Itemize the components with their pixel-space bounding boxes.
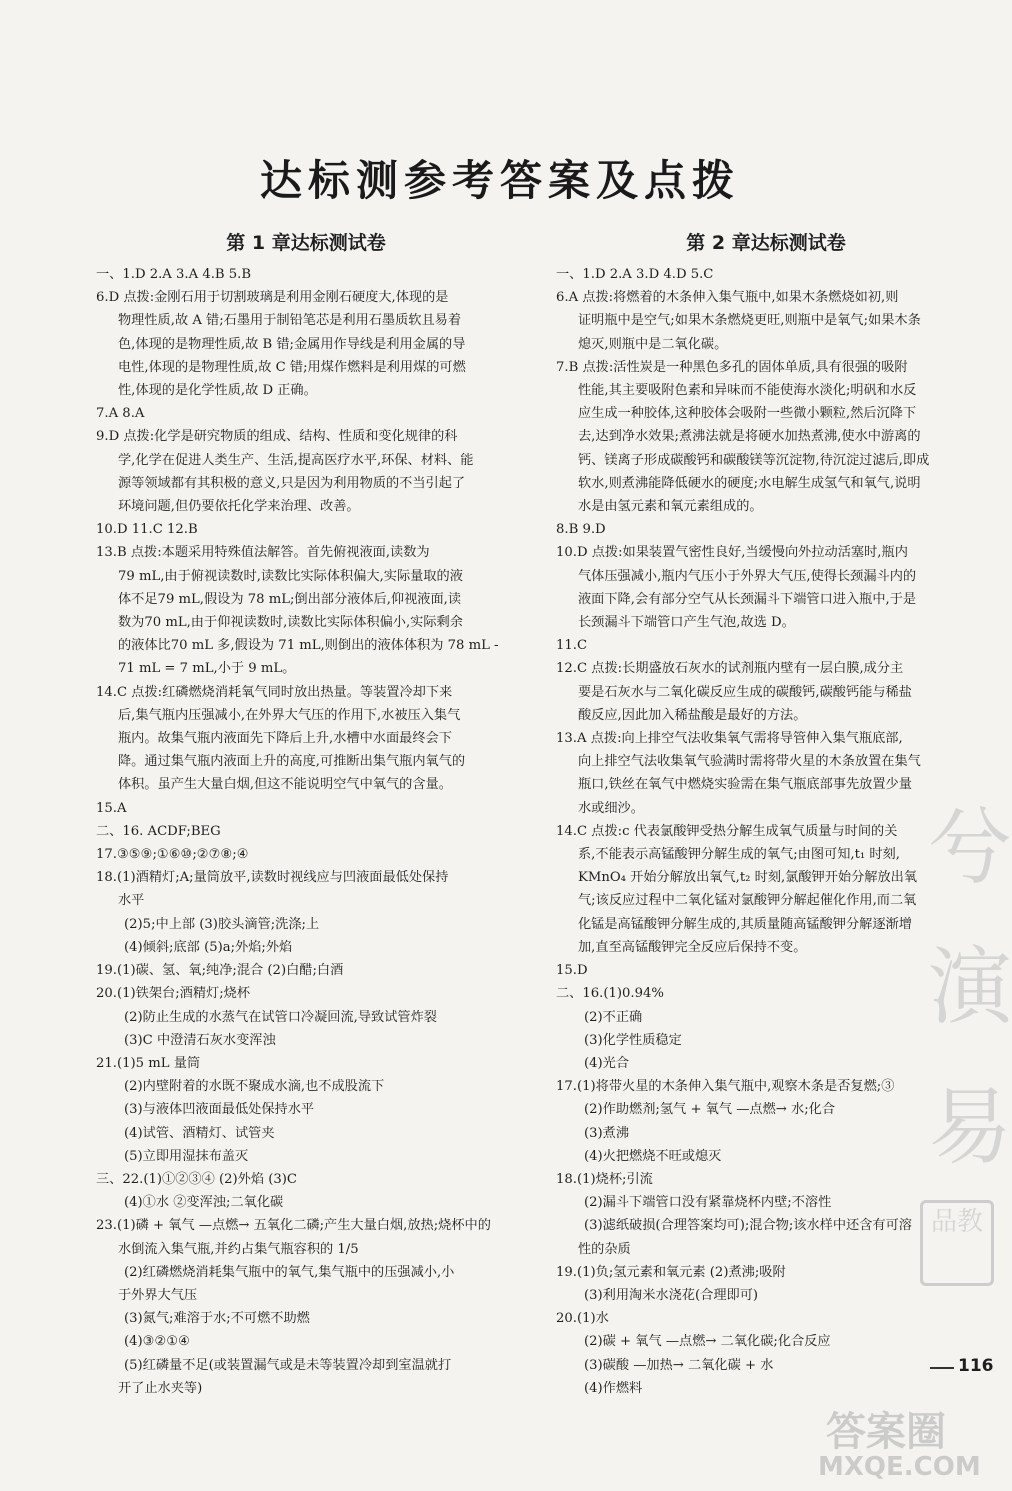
watermark-char-1: 兮 bbox=[928, 798, 1012, 896]
answer-line: 二、16. ACDF;BEG bbox=[96, 823, 221, 839]
answer-line: 性的杂质 bbox=[578, 1241, 631, 1257]
answer-line: 7.A 8.A bbox=[96, 406, 145, 422]
answer-line: 软水,则煮沸能降低硬水的硬度;水电解生成氢气和氧气,说明 bbox=[578, 475, 921, 491]
answer-line: 21.(1)5 mL 量筒 bbox=[96, 1055, 201, 1071]
answer-line: 要是石灰水与二氧化碳反应生成的碳酸钙,碳酸钙能与稀盐 bbox=[578, 684, 912, 700]
answer-line: 物理性质,故 A 错;石墨用于制铅笔芯是利用石墨质软且易着 bbox=[118, 313, 462, 329]
answer-line: 水是由氢元素和氧元素组成的。 bbox=[578, 499, 763, 515]
answer-line: 20.(1)铁架台;酒精灯;烧杯 bbox=[96, 986, 251, 1002]
answer-line: 加,直至高锰酸钾完全反应后保持不变。 bbox=[578, 939, 807, 955]
answer-line: 瓶口,铁丝在氧气中燃烧实验需在集气瓶底部事先放置少量 bbox=[578, 777, 912, 793]
answer-line: (2)碳 + 氧气 —点燃→ 二氧化碳;化合反应 bbox=[584, 1334, 831, 1350]
answer-line: 水平 bbox=[118, 893, 145, 909]
chapter-2-lines bbox=[556, 263, 976, 1400]
answer-line: (2)内壁附着的水既不聚成水滴,也不成股流下 bbox=[124, 1079, 385, 1095]
page-number: 116 bbox=[958, 1356, 994, 1376]
chapter-1-heading: 第 1 章达标测试卷 bbox=[226, 232, 386, 254]
answer-line: 11.C bbox=[556, 638, 588, 654]
answer-line: 9.D 点拨:化学是研究物质的组成、结构、性质和变化规律的科 bbox=[96, 429, 458, 445]
answer-line: 19.(1)碳、氢、氧;纯净;混合 (2)白醋;白酒 bbox=[96, 963, 344, 979]
watermark-seal-text: 品教 bbox=[930, 1207, 983, 1237]
answer-line: 化锰是高锰酸钾分解生成的,其质量随高锰酸钾分解逐渐增 bbox=[578, 916, 912, 932]
answer-line: 源等领域都有其积极的意义,只是因为利用物质的不当引起了 bbox=[118, 475, 466, 491]
watermark-char-2: 演 bbox=[928, 938, 1012, 1036]
answer-line: (4)①水 ②变浑浊;二氧化碳 bbox=[124, 1195, 284, 1211]
answer-line: (2)作助燃剂;氢气 + 氧气 —点燃→ 水;化合 bbox=[584, 1102, 836, 1118]
answer-line: (3)氮气;难溶于水;不可燃不助燃 bbox=[124, 1311, 310, 1327]
answer-line: 体积。虽产生大量白烟,但这不能说明空气中氧气的含量。 bbox=[118, 777, 452, 793]
chapter-2-heading: 第 2 章达标测试卷 bbox=[686, 232, 846, 254]
answer-line: 液面下降,会有部分空气从长颈漏斗下端管口进入瓶中,于是 bbox=[578, 591, 917, 607]
answer-line: (3)利用淘米水浇花(合理即可) bbox=[584, 1287, 759, 1303]
answer-line: 10.D 点拨:如果装置气密性良好,当缓慢向外拉动活塞时,瓶内 bbox=[556, 545, 908, 561]
watermark-logo: 答案圈 bbox=[826, 1409, 946, 1455]
answer-line: (3)C 中澄清石灰水变浑浊 bbox=[124, 1032, 276, 1048]
answer-line: 性,体现的是化学性质,故 D 正确。 bbox=[118, 383, 317, 399]
watermark-seal bbox=[920, 1200, 994, 1286]
answer-line: 色,体现的是物理性质,故 B 错;金属用作导线是利用金属的导 bbox=[118, 336, 466, 352]
answer-line: (2)不正确 bbox=[584, 1009, 643, 1025]
answer-line: 18.(1)烧杯;引流 bbox=[556, 1171, 653, 1187]
answer-line: (4)火把燃烧不旺或熄灭 bbox=[584, 1148, 722, 1164]
answer-line: 后,集气瓶内压强减小,在外界大气压的作用下,水被压入集气 bbox=[118, 707, 461, 723]
answer-line: 数为70 mL,由于仰视读数时,读数比实际体积偏小,实际剩余 bbox=[118, 615, 463, 631]
answer-line: 环境问题,但仍要依托化学来治理、改善。 bbox=[118, 499, 360, 515]
answer-line: 瓶内。故集气瓶内液面先下降后上升,水槽中水面最终会下 bbox=[118, 731, 452, 747]
answer-line: 12.C 点拨:长期盛放石灰水的试剂瓶内壁有一层白膜,成分主 bbox=[556, 661, 904, 677]
answer-line: 证明瓶中是空气;如果木条燃烧更旺,则瓶中是氧气;如果木条 bbox=[578, 313, 921, 329]
answer-line: 去,达到净水效果;煮沸法就是将硬水加热煮沸,使水中游离的 bbox=[578, 429, 921, 445]
answer-line: 15.A bbox=[96, 800, 127, 816]
answer-line: 体不足79 mL,假设为 78 mL;倒出部分液体后,仰视液面,读 bbox=[118, 591, 462, 607]
answer-line: (4)倾斜;底部 (5)a;外焰;外焰 bbox=[124, 939, 293, 955]
answer-line: 14.C 点拨:c 代表氯酸钾受热分解生成氧气质量与时间的关 bbox=[556, 823, 898, 839]
answer-line: 一、1.D 2.A 3.D 4.D 5.C bbox=[556, 267, 714, 282]
watermark-char-3: 易 bbox=[928, 1078, 1012, 1176]
answer-line: 气;该反应过程中二氧化锰对氯酸钾分解起催化作用,而二氧 bbox=[578, 893, 917, 909]
answer-line: 6.D 点拨:金刚石用于切割玻璃是利用金刚石硬度大,体现的是 bbox=[96, 290, 449, 306]
answer-line: 8.B 9.D bbox=[556, 522, 606, 538]
answer-line: 19.(1)负;氢元素和氧元素 (2)煮沸;吸附 bbox=[556, 1264, 786, 1280]
answer-line: 应生成一种胶体,这种胶体会吸附一些微小颗粒,然后沉降下 bbox=[578, 406, 917, 422]
answer-line: (3)与液体凹液面最低处保持水平 bbox=[124, 1102, 315, 1118]
answer-line: 10.D 11.C 12.B bbox=[96, 522, 198, 538]
answer-line: (5)红磷量不足(或装置漏气或是未等装置冷却到室温就打 bbox=[124, 1357, 452, 1373]
answer-line: (4)③②①④ bbox=[124, 1334, 190, 1350]
answer-line: 79 mL,由于俯视读数时,读数比实际体积偏大,实际量取的液 bbox=[118, 568, 463, 584]
answer-line: 一、1.D 2.A 3.A 4.B 5.B bbox=[96, 267, 252, 282]
answer-line: 20.(1)水 bbox=[556, 1311, 609, 1327]
answer-line: (4)作燃料 bbox=[584, 1380, 643, 1396]
answer-line: 性能,其主要吸附色素和异味而不能使海水淡化;明矾和水反 bbox=[578, 383, 917, 399]
answer-line: 17.(1)将带火星的木条伸入集气瓶中,观察木条是否复燃;③ bbox=[556, 1079, 895, 1095]
page-title: 达标测参考答案及点拨 bbox=[259, 156, 740, 205]
answer-line: 的液体比70 mL 多,假设为 71 mL,则倒出的液体体积为 78 mL - bbox=[118, 638, 499, 654]
answer-line: (4)光合 bbox=[584, 1055, 630, 1071]
answer-line: 长颈漏斗下端管口产生气泡,故选 D。 bbox=[578, 615, 795, 631]
answer-line: (3)碳酸 —加热→ 二氧化碳 + 水 bbox=[584, 1357, 774, 1373]
answer-line: 13.B 点拨:本题采用特殊值法解答。首先俯视液面,读数为 bbox=[96, 545, 430, 561]
answer-line: 6.A 点拨:将燃着的木条伸入集气瓶中,如果木条燃烧如初,则 bbox=[556, 290, 899, 306]
answer-line: (2)5;中上部 (3)胶头滴管;洗涤;上 bbox=[124, 916, 320, 932]
answer-line: 降。通过集气瓶内液面上升的高度,可推断出集气瓶内氧气的 bbox=[118, 754, 466, 770]
answer-line: 酸反应,因此加入稀盐酸是最好的方法。 bbox=[578, 707, 807, 723]
answer-line: KMnO₄ 开始分解放出氧气,t₂ 时刻,氯酸钾开始分解放出氧 bbox=[578, 870, 918, 886]
answer-line: (3)滤纸破损(合理答案均可);混合物;该水样中还含有可溶 bbox=[584, 1218, 912, 1234]
answer-line: (3)煮沸 bbox=[584, 1125, 630, 1141]
answer-line: 气体压强减小,瓶内气压小于外界大气压,使得长颈漏斗内的 bbox=[578, 568, 917, 584]
answer-line: 熄灭,则瓶中是二氧化碳。 bbox=[578, 336, 728, 352]
answer-line: (5)立即用湿抹布盖灭 bbox=[124, 1148, 249, 1164]
chapter-1-lines bbox=[96, 263, 516, 1400]
answer-line: 7.B 点拨:活性炭是一种黑色多孔的固体单质,具有很强的吸附 bbox=[556, 359, 908, 375]
answer-line: 13.A 点拨:向上排空气法收集氧气需将导管伸入集气瓶底部, bbox=[556, 731, 903, 747]
answer-line: 17.③⑤⑨;①⑥⑩;②⑦⑧;④ bbox=[96, 847, 249, 863]
watermark-url: MXQE.COM bbox=[818, 1452, 981, 1482]
answer-line: 开了止水夹等) bbox=[118, 1380, 203, 1396]
page-number-dash bbox=[930, 1367, 954, 1369]
answer-line: 钙、镁离子形成碳酸钙和碳酸镁等沉淀物,待沉淀过滤后,即成 bbox=[578, 452, 930, 468]
answer-line: 电性,体现的是物理性质,故 C 错;用煤作燃料是利用煤的可燃 bbox=[118, 359, 466, 375]
answer-line: 15.D bbox=[556, 963, 588, 979]
answer-line: 71 mL = 7 mL,小于 9 mL。 bbox=[118, 661, 296, 677]
answer-line: (2)防止生成的水蒸气在试管口冷凝回流,导致试管炸裂 bbox=[124, 1009, 437, 1025]
answer-line: 于外界大气压 bbox=[118, 1287, 198, 1303]
answer-line: (4)试管、酒精灯、试管夹 bbox=[124, 1125, 275, 1141]
chapter-2-answers bbox=[556, 228, 976, 1400]
answer-line: 三、22.(1)①②③④ (2)外焰 (3)C bbox=[96, 1171, 297, 1187]
answer-line: 水倒流入集气瓶,并约占集气瓶容积的 1/5 bbox=[118, 1241, 359, 1257]
answer-line: 23.(1)磷 + 氧气 —点燃→ 五氧化二磷;产生大量白烟,放热;烧杯中的 bbox=[96, 1218, 491, 1234]
answer-line: (2)红磷燃烧消耗集气瓶中的氧气,集气瓶中的压强减小,小 bbox=[124, 1264, 455, 1280]
answer-line: 向上排空气法收集氧气验满时需将带火星的木条放置在集气 bbox=[578, 754, 921, 770]
answer-line: 水或细沙。 bbox=[578, 800, 644, 816]
answer-line: (3)化学性质稳定 bbox=[584, 1032, 682, 1048]
answer-line: 18.(1)酒精灯;A;量筒放平,读数时视线应与凹液面最低处保持 bbox=[96, 870, 449, 886]
answer-line: 系,不能表示高锰酸钾分解生成的氧气;由图可知,t₁ 时刻, bbox=[578, 847, 900, 863]
answer-line: 14.C 点拨:红磷燃烧消耗氧气同时放出热量。等装置冷却下来 bbox=[96, 684, 453, 700]
chapter-1-answers bbox=[96, 228, 516, 1400]
answer-line: 二、16.(1)0.94% bbox=[556, 986, 664, 1002]
answer-line: (2)漏斗下端管口没有紧靠烧杯内壁;不溶性 bbox=[584, 1195, 832, 1211]
answer-line: 学,化学在促进人类生产、生活,提高医疗水平,环保、材料、能 bbox=[118, 452, 474, 468]
